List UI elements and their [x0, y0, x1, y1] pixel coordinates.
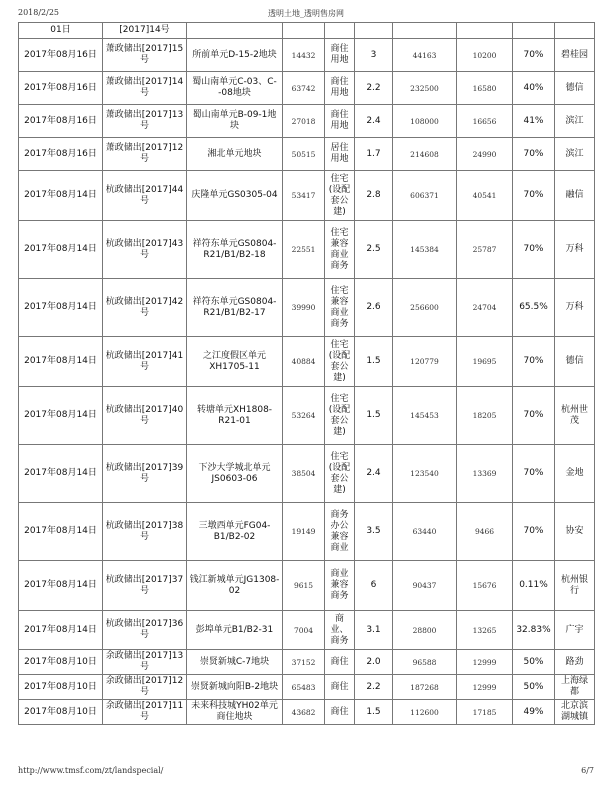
premium-cell: 70% [513, 387, 555, 445]
floor-price-cell: 25787 [457, 221, 513, 279]
ratio-cell: 1.5 [355, 700, 393, 725]
name-cell: 崇贤新城向阳B-2地块 [187, 675, 283, 700]
name-cell: 未来科技城YH02单元商住地块 [187, 700, 283, 725]
price-cell: 606371 [393, 171, 457, 221]
date-cell: 2017年08月14日 [19, 611, 103, 650]
price-cell: 90437 [393, 561, 457, 611]
premium-cell [513, 23, 555, 39]
premium-cell: 70% [513, 39, 555, 72]
price-cell: 63440 [393, 503, 457, 561]
use-cell: 居住用地 [325, 138, 355, 171]
code-cell: 余政储出[2017]11号 [103, 700, 187, 725]
name-cell: 彭埠单元B1/B2-31 [187, 611, 283, 650]
price-cell: 256600 [393, 279, 457, 337]
premium-cell: 50% [513, 675, 555, 700]
area-cell: 53417 [283, 171, 325, 221]
print-date: 2018/2/25 [18, 8, 60, 17]
code-cell: 杭政储出[2017]44号 [103, 171, 187, 221]
table-row [19, 171, 595, 221]
use-cell: 住宅(设配套公建) [325, 387, 355, 445]
use-cell: 住宅兼容商业商务 [325, 279, 355, 337]
floor-price-cell [457, 23, 513, 39]
ratio-cell: 2.0 [355, 650, 393, 675]
area-cell: 27018 [283, 105, 325, 138]
table-row [19, 105, 595, 138]
use-cell: 商住用地 [325, 39, 355, 72]
floor-price-cell: 24990 [457, 138, 513, 171]
date-cell: 2017年08月16日 [19, 72, 103, 105]
date-cell: 2017年08月14日 [19, 561, 103, 611]
premium-cell: 41% [513, 105, 555, 138]
buyer-cell [555, 23, 595, 39]
name-cell: 湘北单元地块 [187, 138, 283, 171]
price-cell: 44163 [393, 39, 457, 72]
code-cell: 杭政储出[2017]43号 [103, 221, 187, 279]
table-row [19, 503, 595, 561]
area-cell: 38504 [283, 445, 325, 503]
code-cell: 萧政储出[2017]15号 [103, 39, 187, 72]
table-row [19, 279, 595, 337]
premium-cell: 32.83% [513, 611, 555, 650]
area-cell: 50515 [283, 138, 325, 171]
area-cell: 53264 [283, 387, 325, 445]
code-cell: 杭政储出[2017]40号 [103, 387, 187, 445]
buyer-cell: 上海绿都 [555, 675, 595, 700]
ratio-cell: 3 [355, 39, 393, 72]
area-cell: 37152 [283, 650, 325, 675]
page-header [18, 8, 594, 22]
premium-cell: 65.5% [513, 279, 555, 337]
price-cell: 28800 [393, 611, 457, 650]
ratio-cell: 2.6 [355, 279, 393, 337]
ratio-cell [355, 23, 393, 39]
date-cell: 2017年08月10日 [19, 675, 103, 700]
ratio-cell: 6 [355, 561, 393, 611]
table-row [19, 337, 595, 387]
use-cell: 住宅(设配套公建) [325, 445, 355, 503]
buyer-cell: 广宇 [555, 611, 595, 650]
price-cell: 214608 [393, 138, 457, 171]
buyer-cell: 万科 [555, 221, 595, 279]
use-cell: 商住用地 [325, 72, 355, 105]
buyer-cell: 金地 [555, 445, 595, 503]
floor-price-cell: 10200 [457, 39, 513, 72]
code-cell: 杭政储出[2017]42号 [103, 279, 187, 337]
buyer-cell: 碧桂园 [555, 39, 595, 72]
floor-price-cell: 13369 [457, 445, 513, 503]
name-cell: 下沙大学城北单元JS0603-06 [187, 445, 283, 503]
date-cell: 2017年08月14日 [19, 279, 103, 337]
page-title: 透明土地_透明售房网 [268, 9, 344, 18]
name-cell: 蜀山南单元C-03、C--08地块 [187, 72, 283, 105]
table-row [19, 39, 595, 72]
table-row [19, 445, 595, 503]
price-cell: 145453 [393, 387, 457, 445]
use-cell: 住宅兼容商业商务 [325, 221, 355, 279]
code-cell: 杭政储出[2017]39号 [103, 445, 187, 503]
price-cell [393, 23, 457, 39]
buyer-cell: 德信 [555, 72, 595, 105]
date-cell: 2017年08月16日 [19, 138, 103, 171]
ratio-cell: 2.5 [355, 221, 393, 279]
page-number: 6/7 [581, 766, 594, 775]
code-cell: 萧政储出[2017]13号 [103, 105, 187, 138]
name-cell: 祥符东单元GS0804-R21/B1/B2-18 [187, 221, 283, 279]
premium-cell: 40% [513, 72, 555, 105]
area-cell: 7004 [283, 611, 325, 650]
name-cell: 所前单元D-15-2地块 [187, 39, 283, 72]
name-cell: 之江度假区单元XH1705-11 [187, 337, 283, 387]
code-cell: 杭政储出[2017]38号 [103, 503, 187, 561]
premium-cell: 70% [513, 221, 555, 279]
ratio-cell: 1.5 [355, 337, 393, 387]
code-cell: 萧政储出[2017]14号 [103, 72, 187, 105]
ratio-cell: 2.2 [355, 72, 393, 105]
ratio-cell: 3.1 [355, 611, 393, 650]
ratio-cell: 2.4 [355, 445, 393, 503]
area-cell: 63742 [283, 72, 325, 105]
premium-cell: 50% [513, 650, 555, 675]
buyer-cell: 杭州世茂 [555, 387, 595, 445]
use-cell: 商住 [325, 675, 355, 700]
date-cell: 2017年08月14日 [19, 221, 103, 279]
date-cell: 2017年08月14日 [19, 445, 103, 503]
table-row [19, 675, 595, 700]
name-cell: 庆隆单元GS0305-04 [187, 171, 283, 221]
price-cell: 145384 [393, 221, 457, 279]
buyer-cell: 路劲 [555, 650, 595, 675]
floor-price-cell: 19695 [457, 337, 513, 387]
area-cell: 40884 [283, 337, 325, 387]
table-row [19, 611, 595, 650]
name-cell: 崇贤新城C-7地块 [187, 650, 283, 675]
date-cell: 2017年08月10日 [19, 650, 103, 675]
name-cell [187, 23, 283, 39]
ratio-cell: 3.5 [355, 503, 393, 561]
floor-price-cell: 24704 [457, 279, 513, 337]
price-cell: 123540 [393, 445, 457, 503]
table-row [19, 221, 595, 279]
price-cell: 112600 [393, 700, 457, 725]
premium-cell: 70% [513, 171, 555, 221]
name-cell: 钱江新城单元JG1308-02 [187, 561, 283, 611]
code-cell: 杭政储出[2017]41号 [103, 337, 187, 387]
table-row [19, 561, 595, 611]
footer-url: http://www.tmsf.com/zt/landspecial/ [18, 766, 164, 775]
premium-cell: 70% [513, 337, 555, 387]
ratio-cell: 2.4 [355, 105, 393, 138]
use-cell: 商住 [325, 650, 355, 675]
floor-price-cell: 13265 [457, 611, 513, 650]
ratio-cell: 2.8 [355, 171, 393, 221]
floor-price-cell: 18205 [457, 387, 513, 445]
date-cell: 2017年08月14日 [19, 387, 103, 445]
use-cell: 商住用地 [325, 105, 355, 138]
buyer-cell: 杭州银行 [555, 561, 595, 611]
area-cell [283, 23, 325, 39]
price-cell: 187268 [393, 675, 457, 700]
price-cell: 108000 [393, 105, 457, 138]
use-cell: 商业兼容商务 [325, 561, 355, 611]
floor-price-cell: 16580 [457, 72, 513, 105]
floor-price-cell: 16656 [457, 105, 513, 138]
premium-cell: 70% [513, 138, 555, 171]
date-cell: 2017年08月16日 [19, 105, 103, 138]
area-cell: 39990 [283, 279, 325, 337]
floor-price-cell: 9466 [457, 503, 513, 561]
date-cell: 2017年08月10日 [19, 700, 103, 725]
floor-price-cell: 12999 [457, 675, 513, 700]
code-cell: 杭政储出[2017]36号 [103, 611, 187, 650]
price-cell: 96588 [393, 650, 457, 675]
code-cell: 萧政储出[2017]12号 [103, 138, 187, 171]
area-cell: 43682 [283, 700, 325, 725]
premium-cell: 49% [513, 700, 555, 725]
area-cell: 65483 [283, 675, 325, 700]
area-cell: 14432 [283, 39, 325, 72]
buyer-cell: 北京滨湖城镇 [555, 700, 595, 725]
buyer-cell: 万科 [555, 279, 595, 337]
name-cell: 祥符东单元GS0804-R21/B1/B2-17 [187, 279, 283, 337]
ratio-cell: 2.2 [355, 675, 393, 700]
buyer-cell: 融信 [555, 171, 595, 221]
premium-cell: 70% [513, 503, 555, 561]
price-cell: 120779 [393, 337, 457, 387]
ratio-cell: 1.5 [355, 387, 393, 445]
code-cell: 余政储出[2017]12号 [103, 675, 187, 700]
ratio-cell: 1.7 [355, 138, 393, 171]
page-footer [18, 766, 594, 778]
use-cell: 商业、商务 [325, 611, 355, 650]
floor-price-cell: 40541 [457, 171, 513, 221]
date-cell: 2017年08月14日 [19, 337, 103, 387]
date-cell: 2017年08月14日 [19, 171, 103, 221]
area-cell: 19149 [283, 503, 325, 561]
code-cell: [2017]14号 [103, 23, 187, 39]
use-cell: 住宅(设配套公建) [325, 171, 355, 221]
floor-price-cell: 12999 [457, 650, 513, 675]
name-cell: 蜀山南单元B-09-1地块 [187, 105, 283, 138]
land-auction-table [18, 22, 595, 725]
price-cell: 232500 [393, 72, 457, 105]
premium-cell: 70% [513, 445, 555, 503]
buyer-cell: 协安 [555, 503, 595, 561]
date-cell: 2017年08月14日 [19, 503, 103, 561]
buyer-cell: 德信 [555, 337, 595, 387]
use-cell: 商住 [325, 700, 355, 725]
table-row [19, 72, 595, 105]
date-cell: 2017年08月16日 [19, 39, 103, 72]
code-cell: 杭政储出[2017]37号 [103, 561, 187, 611]
buyer-cell: 滨江 [555, 138, 595, 171]
name-cell: 转塘单元XH1808-R21-01 [187, 387, 283, 445]
table-row [19, 650, 595, 675]
table-row [19, 700, 595, 725]
use-cell: 住宅(设配套公建) [325, 337, 355, 387]
buyer-cell: 滨江 [555, 105, 595, 138]
floor-price-cell: 15676 [457, 561, 513, 611]
premium-cell: 0.11% [513, 561, 555, 611]
name-cell: 三墩西单元FG04-B1/B2-02 [187, 503, 283, 561]
use-cell: 商务办公兼容商业 [325, 503, 355, 561]
code-cell: 余政储出[2017]13号 [103, 650, 187, 675]
table-row [19, 387, 595, 445]
date-cell: 01日 [19, 23, 103, 39]
area-cell: 22551 [283, 221, 325, 279]
use-cell [325, 23, 355, 39]
table-row [19, 138, 595, 171]
area-cell: 9615 [283, 561, 325, 611]
table-row [19, 23, 595, 39]
floor-price-cell: 17185 [457, 700, 513, 725]
